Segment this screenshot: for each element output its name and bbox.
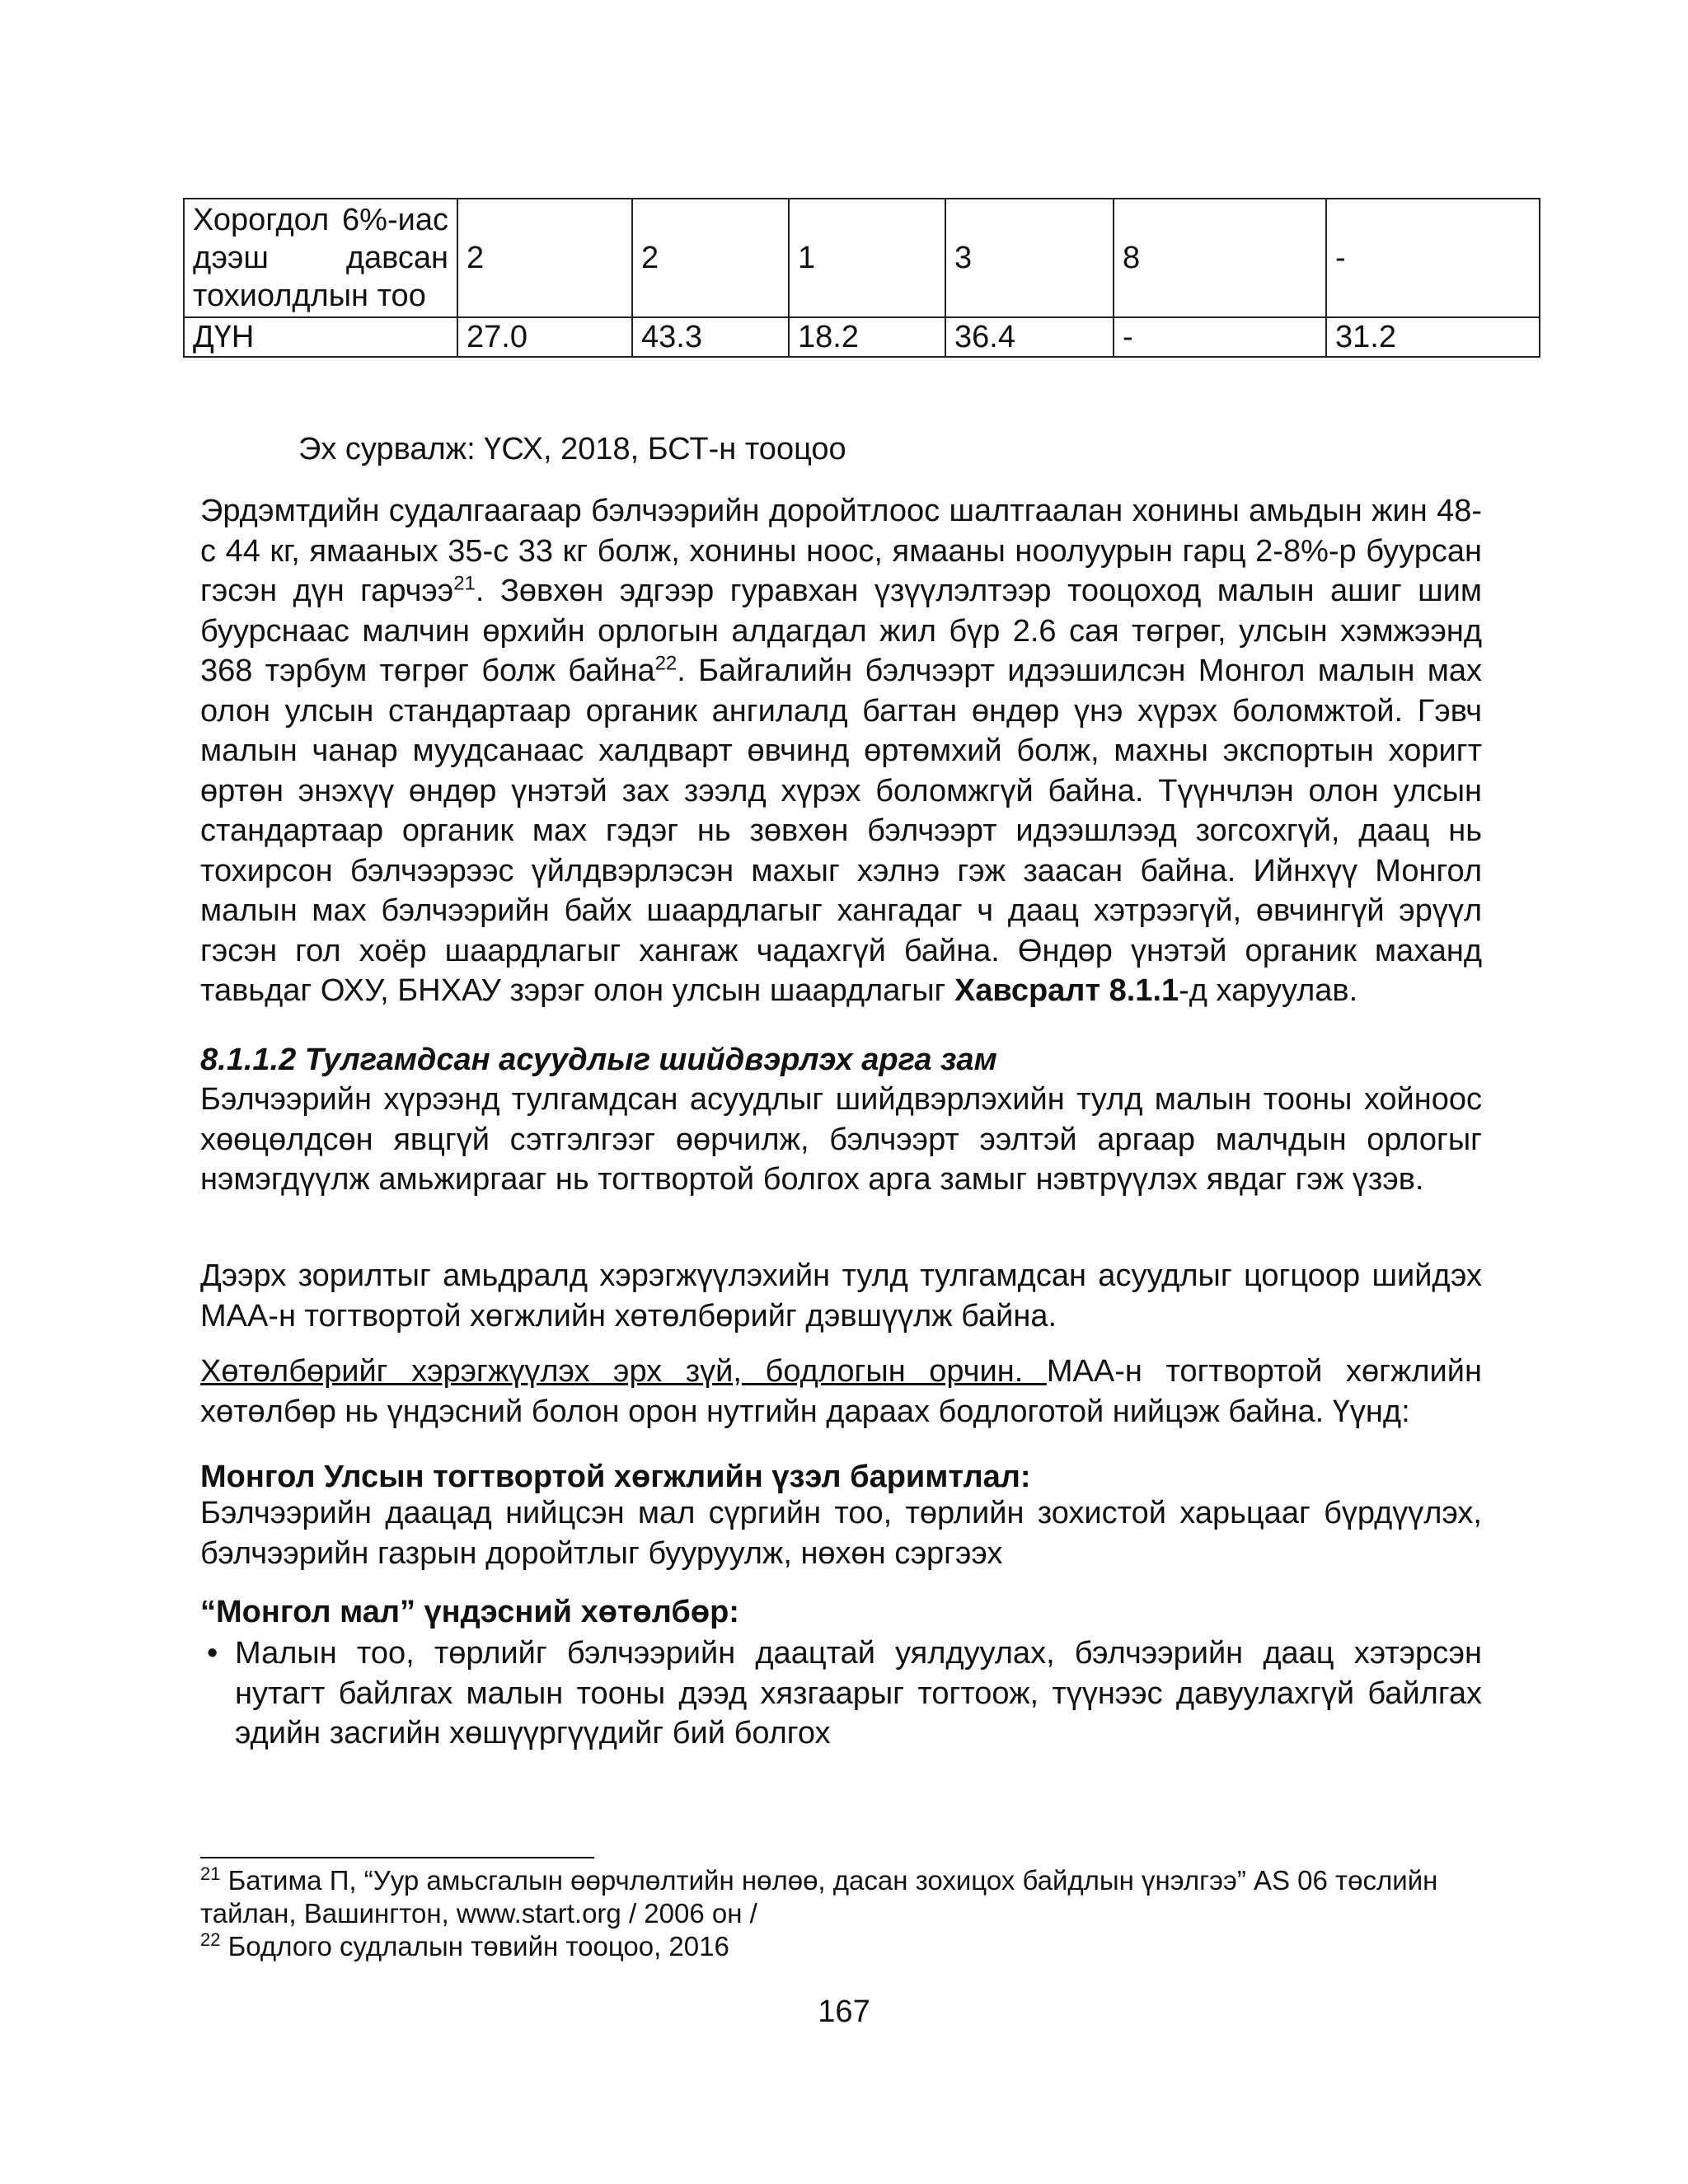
table-cell: 2	[457, 199, 632, 317]
table-cell: 3	[945, 199, 1114, 317]
table-cell: 43.3	[632, 317, 789, 357]
table-cell: 27.0	[457, 317, 632, 357]
paragraph-text: -д харуулав.	[1179, 973, 1358, 1008]
list-item-text: Малын тоо, төрлийг бэлчээрийн даацтай уялдуулах, бэлчээрийн даац хэтэрсэн нутагт байлгах малын тооны дээд хязгаарыг тогтоож, түүнээс давуулахгүй байлгах эдийн засгийн хөшүүргүүдийг бий болгох	[235, 1636, 1482, 1750]
paragraph-text: Эрдэмтдийн судалгаагаар бэлчээрийн доройтлоос шалтгаалан хонины амьдын жин 48-с 44 кг, ямааных 35-с 33 кг болж, хонины ноос, ямааны ноолуурын гарц 2-8%-р буурсан гэсэн дүн гарчээ	[200, 494, 1482, 608]
footnote-number: 21	[200, 1863, 221, 1884]
paragraph-goal: Дээрх зорилтыг амьдралд хэрэгжүүлэхийн тулд тулгамдсан асуудлыг цогцоор шийдэх МАА-н тогтвортой хөгжлийн хөтөлбөрийг дэвшүүлж байна.	[200, 1258, 1482, 1333]
table-cell: -	[1114, 317, 1326, 357]
policy-title: Монгол Улсын тогтвортой хөгжлийн үзэл баримтлал:	[200, 1460, 1031, 1494]
table-row-total	[184, 317, 1540, 357]
row-label: ДҮН	[184, 317, 457, 357]
footnote	[200, 1864, 1486, 1930]
footnote-ref: 22	[654, 652, 678, 675]
table-cell: 36.4	[945, 317, 1114, 357]
table-cell: 8	[1114, 199, 1326, 317]
paragraph-policy-env	[200, 1352, 1482, 1432]
footnote	[200, 1930, 1486, 1963]
table-cell: 31.2	[1326, 317, 1540, 357]
footnote-divider	[200, 1857, 594, 1858]
underlined-lead: Хөтөлбөрийг хэрэгжүүлэх эрх зүй, бодлогын орчин.	[200, 1354, 1047, 1389]
section-heading: 8.1.1.2 Тулгамдсан асуудлыг шийдвэрлэх арга зам	[200, 1043, 997, 1077]
list-item	[200, 1633, 1482, 1754]
data-table	[183, 198, 1540, 358]
footnote-number: 22	[200, 1929, 221, 1950]
page-number: 167	[818, 1994, 870, 2029]
footnotes	[200, 1864, 1486, 1963]
policy-text: Бэлчээрийн даацад нийцсэн мал сүргийн тоо, төрлийн зохистой харьцааг бүрдүүлэх, бэлчээрийн газрын доройтлыг бууруулж, нөхөн сэргээх	[200, 1496, 1482, 1571]
table-cell: -	[1326, 199, 1540, 317]
footnote-text: Батима П, “Уур амьсгалын өөрчлөлтийн нөлөө, дасан зохицох байдлын үнэлгээ” AS 06 төслийн тайлан, Вашингтон, www.start.org / 2006 он /	[200, 1865, 1438, 1929]
footnote-text: Бодлого судлалын төвийн тооцоо, 2016	[220, 1931, 729, 1961]
paragraph-text: . Зөвхөн эдгээр гуравхан үзүүлэлтээр тооцоход малын ашиг шим буурснаас малчин өрхийн орлогын алдагдал жил бүр 2.6 сая төгрөг, улсын хэмжээнд 368 тэрбум төгрөг болж байна	[200, 574, 1482, 688]
program-title: “Монгол мал” үндэсний хөтөлбөр:	[200, 1595, 739, 1629]
paragraph-research	[200, 491, 1482, 1011]
bullet-icon: •	[207, 1636, 218, 1671]
paragraph-text: . Байгалийн бэлчээрт идээшилсэн Монгол малын мах олон улсын стандартаар органик ангилалд багтан өндөр үнэ хүрэх боломжтой. Гэвч малын чанар муудсанаас халдварт өвчинд өртөмхий болж, махны экспортын хоригт өртөн энэхүү өндөр үнэтэй зах зээлд хүрэх боломжгүй байна. Түүнчлэн олон улсын стандартаар органик мах гэдэг нь зөвхөн бэлчээрт идээшлээд зогсохгүй, даац нь тохирсон бэлчээрээс үйлдвэрлэсэн махыг хэлнэ гэж заасан байна. Ийнхүү Монгол малын мах бэлчээрийн байх шаардлагыг хангадаг ч даац хэтрээгүй, өвчингүй эрүүл гэсэн гол хоёр шаардлагыг хангаж чадахгүй байна. Өндөр үнэтэй органик маханд тавьдаг ОХУ, БНХАУ зэрэг олон улсын шаардлагыг	[200, 654, 1482, 1008]
row-label: Хорогдол 6%-иас дээш давсан тохиолдлын тоо	[184, 199, 457, 317]
table-cell: 2	[632, 199, 789, 317]
paragraph-solution: Бэлчээрийн хүрээнд тулгамдсан асуудлыг шийдвэрлэхийн тулд малын тооны хойноос хөөцөлдсөн явцгүй сэтгэлгээг өөрчилж, бэлчээрт ээлтэй аргаар малчдын орлогыг нэмэгдүүлж амьжиргааг нь тогтвортой болгох арга замыг нэвтрүүлэх явдаг гэж үзэв.	[200, 1082, 1482, 1197]
appendix-reference: Хавсралт 8.1.1	[954, 973, 1179, 1008]
footnote-ref: 21	[453, 572, 476, 595]
table-row	[184, 199, 1540, 317]
table-cell: 18.2	[789, 317, 945, 357]
table-source: Эх сурвалж: ҮСХ, 2018, БСТ-н тооцоо	[298, 432, 846, 466]
paragraph-text: МАА-н тогтвортой хөгжлийн хөтөлбөр нь үндэсний болон орон нутгийн дараах бодлоготой нийцэж байна. Үүнд:	[200, 1354, 1482, 1429]
table-cell: 1	[789, 199, 945, 317]
